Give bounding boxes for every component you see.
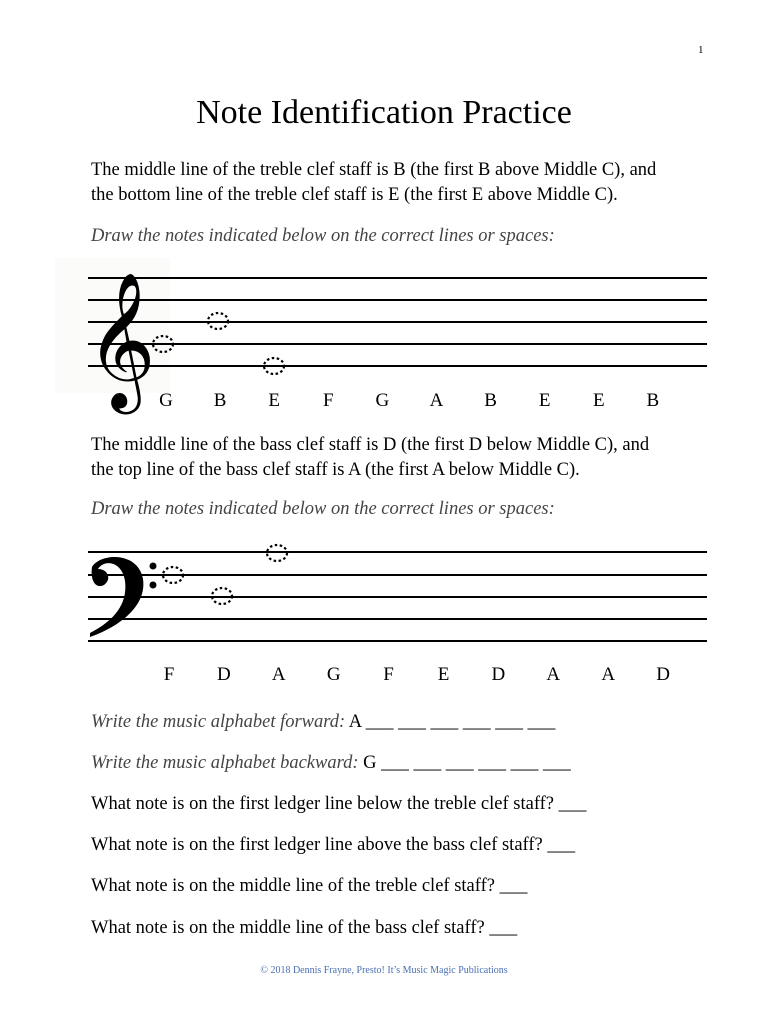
alphabet-forward-label: Write the music alphabet forward: (91, 712, 346, 732)
treble-note-label: B (484, 390, 497, 411)
bass-staff[interactable] (0, 535, 768, 695)
alphabet-backward-question[interactable] (91, 753, 571, 774)
treble-note-label: G (159, 390, 173, 411)
bass-note-label: F (163, 664, 175, 685)
bass-note-label: A (546, 664, 561, 685)
treble-staff[interactable] (0, 258, 768, 418)
treble-note-label: B (646, 390, 660, 411)
bass-intro-line-2: the top line of the bass clef staff is A (the first A below Middle C). (91, 460, 580, 480)
treble-note-label: E (592, 390, 605, 411)
bass-note-label: D (491, 664, 506, 685)
treble-intro-line-1: The middle line of the treble clef staff is B (the first B above Middle C), and (91, 160, 657, 180)
question-bass-ledger-above[interactable]: What note is on the first ledger line above the bass clef staff? ___ (91, 835, 576, 855)
bass-note-label: E (437, 664, 450, 685)
bass-note-label: A (601, 664, 616, 685)
treble-clef-icon: 𝄞 (86, 270, 156, 408)
treble-staff-lines (88, 278, 707, 366)
treble-instruction: Draw the notes indicated below on the correct lines or spaces: (91, 226, 555, 246)
bass-note-label: A (271, 664, 286, 685)
bass-staff-lines (88, 552, 707, 641)
treble-note-label: E (538, 390, 551, 411)
alphabet-backward-answer[interactable]: G ___ ___ ___ ___ ___ ___ (358, 753, 571, 773)
question-treble-ledger-below[interactable]: What note is on the first ledger line below the treble clef staff? ___ (91, 794, 587, 814)
treble-intro-line-2: the bottom line of the treble clef staff is E (the first E above Middle C). (91, 185, 618, 205)
bass-instruction: Draw the notes indicated below on the correct lines or spaces: (91, 499, 555, 519)
bass-note-label: G (326, 664, 341, 685)
bass-note-label: D (217, 664, 231, 685)
bass-note-label: D (656, 664, 670, 685)
treble-note-labels (159, 390, 659, 411)
treble-note-label: B (213, 390, 227, 411)
treble-note-label: F (323, 390, 334, 411)
bass-note-labels (164, 664, 670, 685)
alphabet-forward-question[interactable] (91, 712, 555, 733)
bass-note-label: F (383, 664, 394, 685)
page-number: 1 (698, 44, 704, 56)
page-title: Note Identification Practice (196, 94, 572, 131)
footer-copyright: © 2018 Dennis Frayne, Presto! It’s Music Magic Publications (260, 965, 508, 976)
bass-intro-line-1: The middle line of the bass clef staff is D (the first D below Middle C), and (91, 435, 650, 455)
treble-note-label: G (375, 390, 390, 411)
question-treble-middle-line[interactable]: What note is on the middle line of the treble clef staff? ___ (91, 876, 528, 896)
alphabet-forward-answer[interactable]: A ___ ___ ___ ___ ___ ___ (345, 712, 556, 732)
treble-note-label: A (429, 390, 444, 411)
question-bass-middle-line[interactable]: What note is on the middle line of the bass clef staff? ___ (91, 918, 518, 938)
treble-note-label: E (268, 390, 281, 411)
alphabet-backward-label: Write the music alphabet backward: (91, 753, 359, 773)
